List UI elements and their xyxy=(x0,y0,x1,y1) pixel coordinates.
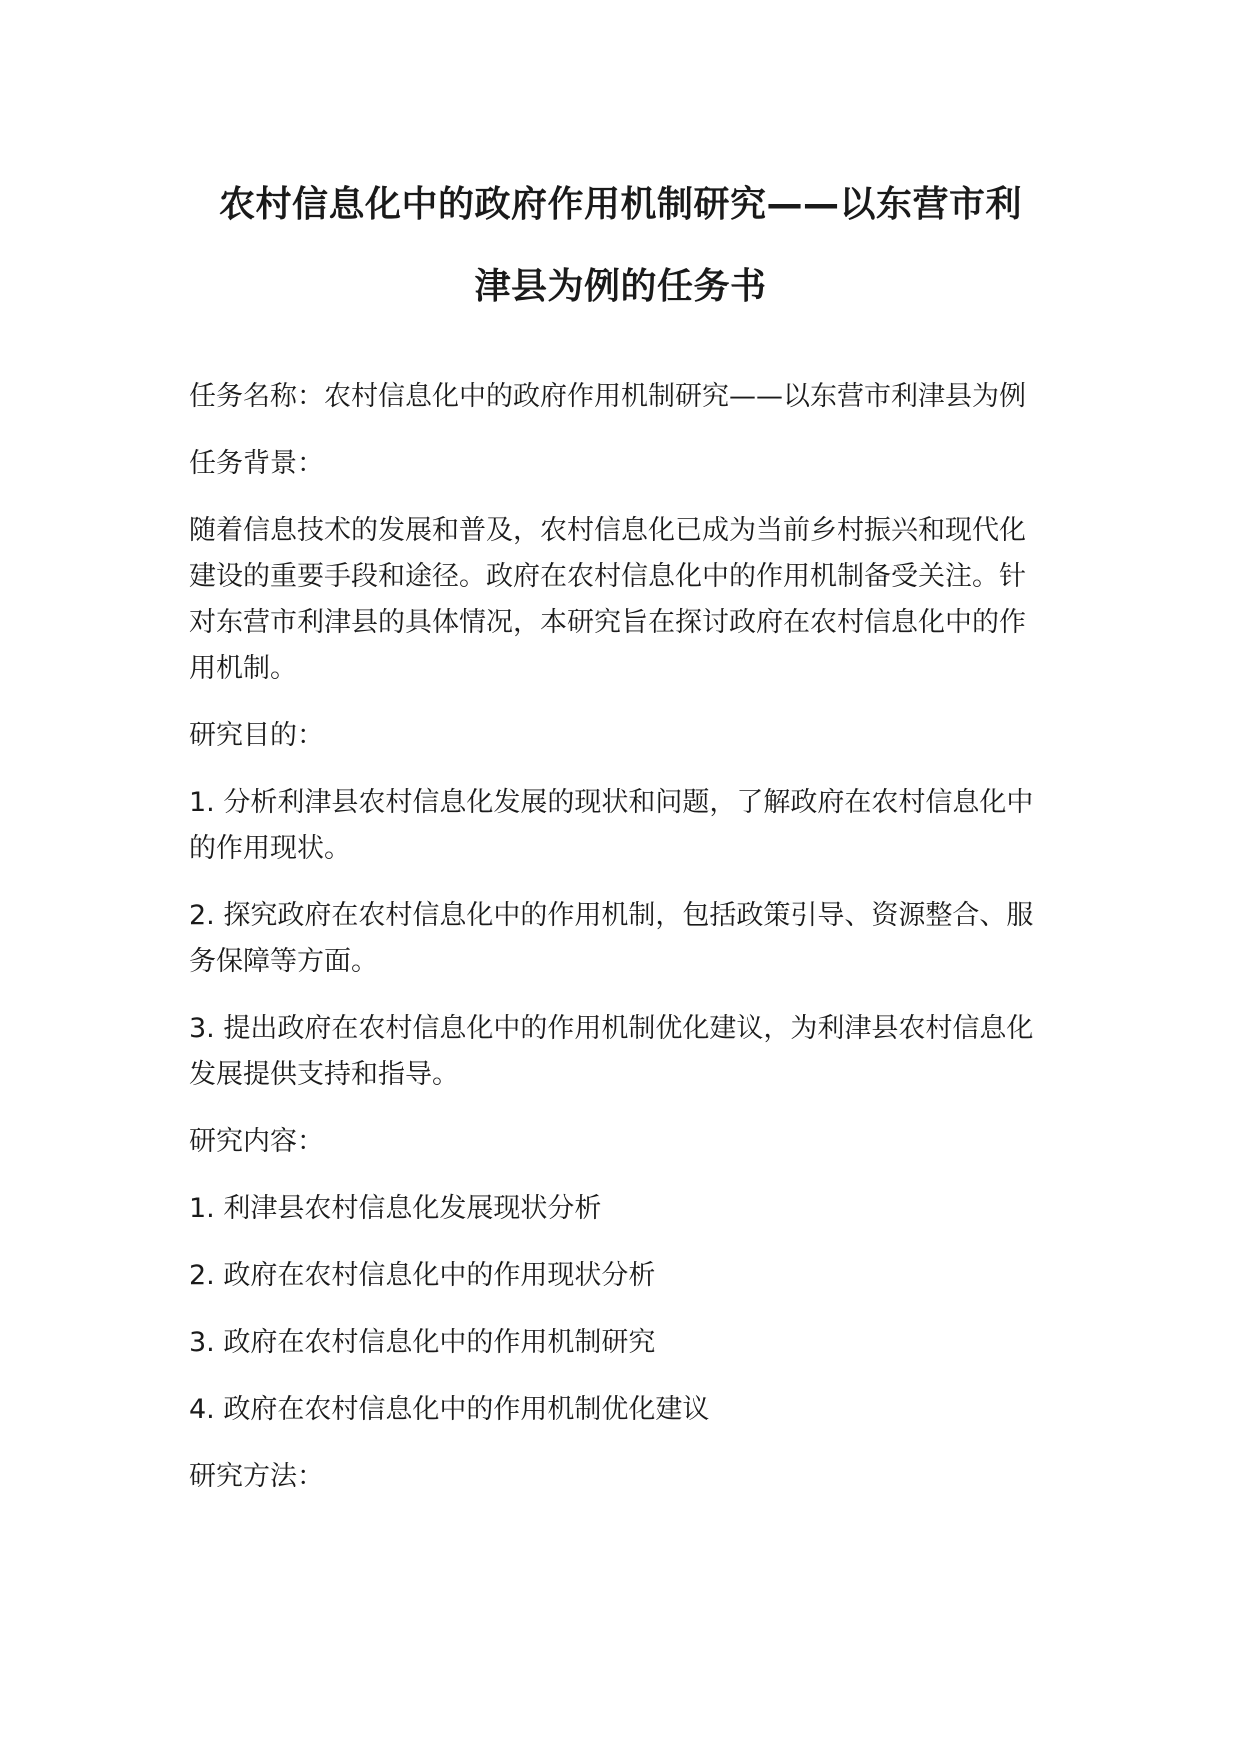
purpose-item-2-line-2: 务保障等方面。 xyxy=(189,946,378,977)
document-title-line-1: 农村信息化中的政府作用机制研究——以东营市利 xyxy=(218,184,1022,225)
background-line-2: 建设的重要手段和途径。政府在农村信息化中的作用机制备受关注。针 xyxy=(189,561,1026,592)
purpose-item-3-line-2: 发展提供支持和指导。 xyxy=(189,1059,459,1090)
content-item-3: 3. 政府在农村信息化中的作用机制研究 xyxy=(189,1327,656,1358)
background-line-4: 用机制。 xyxy=(189,653,297,684)
method-heading: 研究方法： xyxy=(189,1461,324,1492)
document-title-line-2: 津县为例的任务书 xyxy=(474,266,767,307)
task-name: 任务名称：农村信息化中的政府作用机制研究——以东营市利津县为例 xyxy=(189,381,1026,412)
content-heading: 研究内容： xyxy=(189,1126,324,1157)
content-item-1: 1. 利津县农村信息化发展现状分析 xyxy=(189,1193,602,1224)
content-item-4: 4. 政府在农村信息化中的作用机制优化建议 xyxy=(189,1394,710,1425)
purpose-item-3-line-1: 3. 提出政府在农村信息化中的作用机制优化建议，为利津县农村信息化 xyxy=(189,1013,1034,1044)
purpose-item-1-line-2: 的作用现状。 xyxy=(189,833,351,864)
background-line-3: 对东营市利津县的具体情况，本研究旨在探讨政府在农村信息化中的作 xyxy=(189,607,1026,638)
background-line-1: 随着信息技术的发展和普及，农村信息化已成为当前乡村振兴和现代化 xyxy=(189,515,1026,546)
background-heading: 任务背景： xyxy=(189,448,324,479)
content-item-2: 2. 政府在农村信息化中的作用现状分析 xyxy=(189,1260,656,1291)
purpose-item-1-line-1: 1. 分析利津县农村信息化发展的现状和问题，了解政府在农村信息化中 xyxy=(189,787,1034,818)
purpose-heading: 研究目的： xyxy=(189,720,324,751)
purpose-item-2-line-1: 2. 探究政府在农村信息化中的作用机制，包括政策引导、资源整合、服 xyxy=(189,900,1034,931)
